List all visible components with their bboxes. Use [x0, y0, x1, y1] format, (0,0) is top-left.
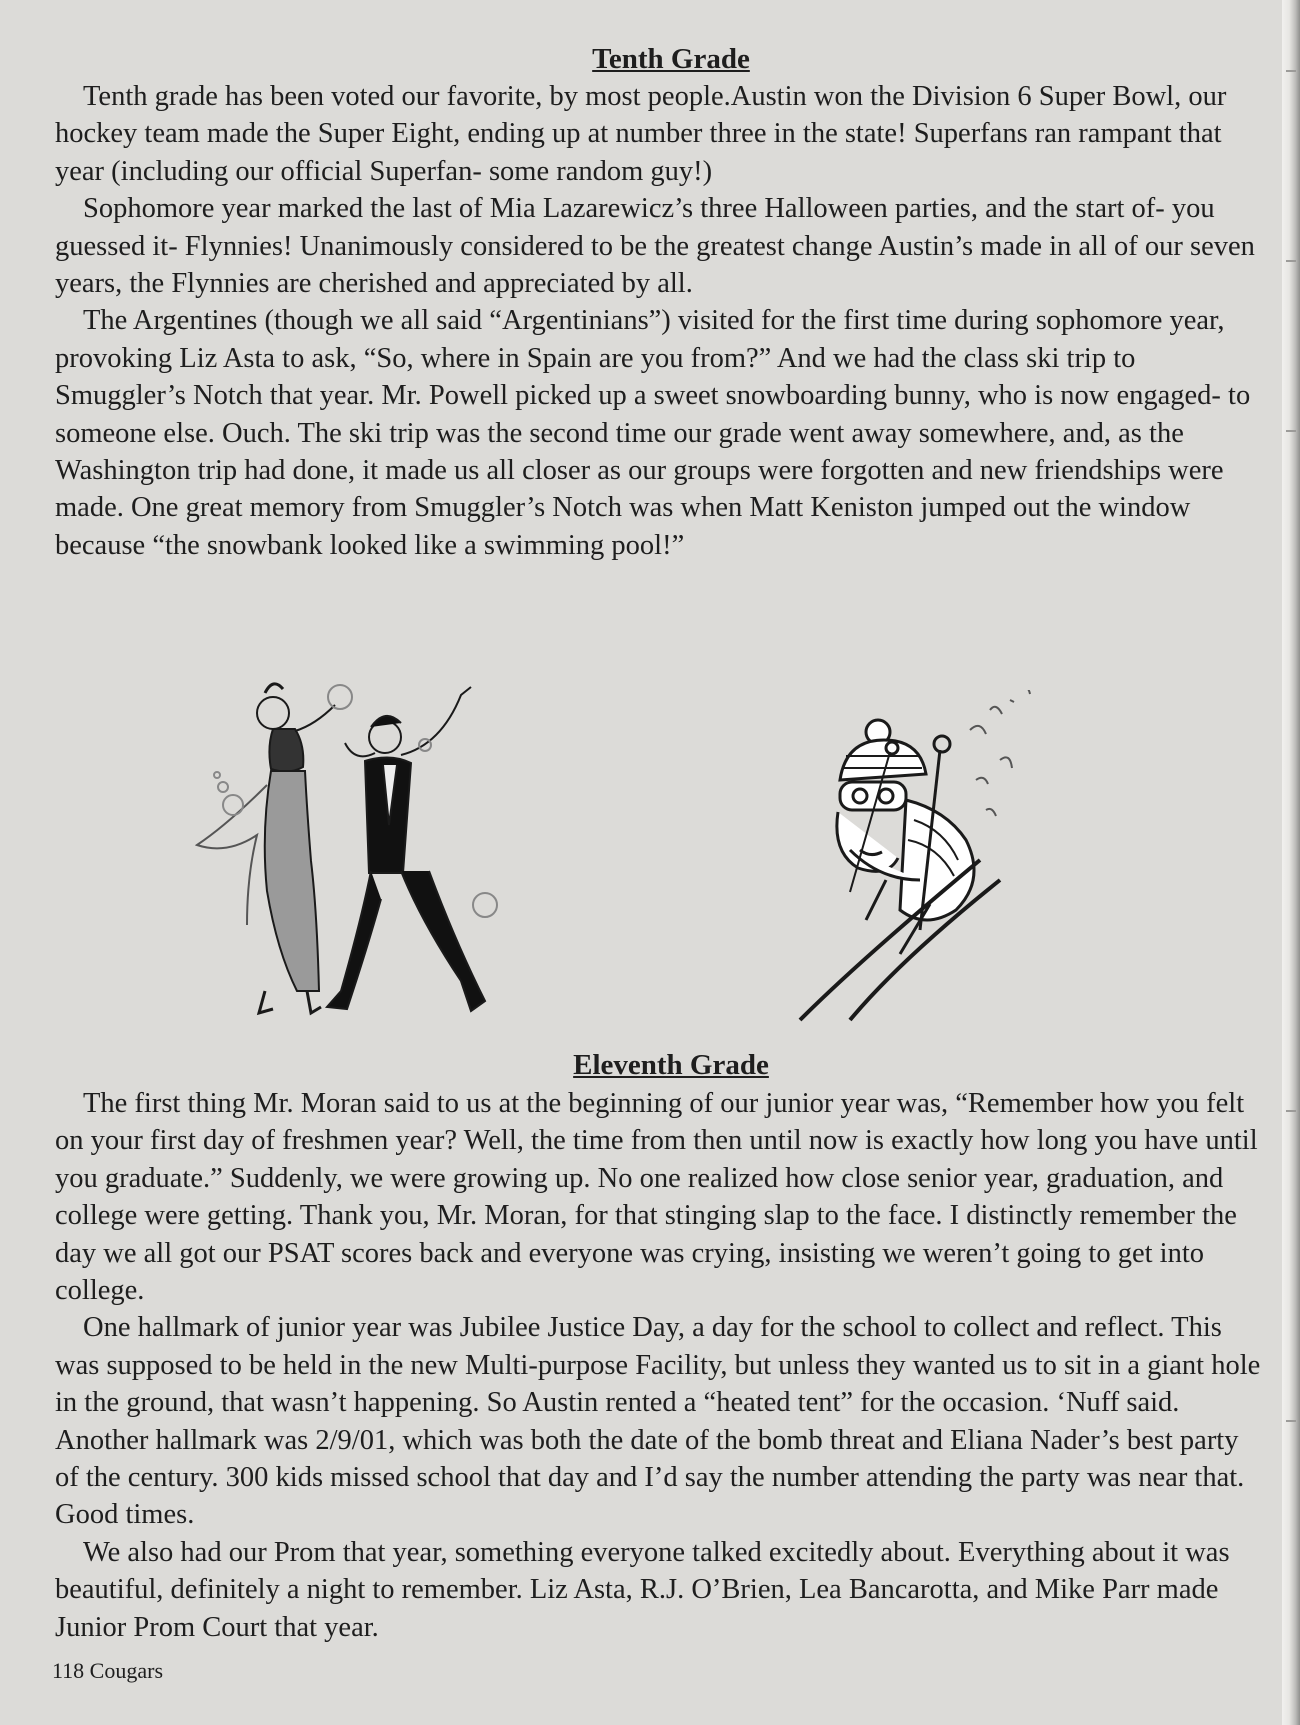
- eleventh-grade-paragraph-3: We also had our Prom that year, something everyone talked excitedly about. Everything about it was beautiful, definitely a night to remember. Liz Asta, R.J. O’Brien, Lea Bancarotta, and Mike Parr made Junior Prom Court that year.: [55, 1536, 1230, 1643]
- eleventh-grade-paragraph-1: The first thing Mr. Moran said to us at the beginning of our junior year was, “Remember how you felt on your first day of freshmen year? Well, the time from then until now is exactly how long you have until you graduate.” Suddenly, we were growing up. No one realized how close senior year, graduation, and college were getting. Thank you, Mr. Moran, for that stinging slap to the face. I distinctly remember the day we all got our PSAT scores back and everyone was crying, insisting we weren’t going to get into college.: [55, 1088, 1258, 1307]
- binding-mark: [1286, 260, 1296, 262]
- dancing-couple-illustration: [195, 675, 555, 1035]
- skier-illustration: [790, 690, 1150, 1040]
- eleventh-grade-body: [55, 1085, 1267, 1646]
- binding-mark: [1286, 1110, 1296, 1112]
- binding-mark: [1286, 1420, 1296, 1422]
- ski-jacket: [900, 800, 974, 920]
- page-binding-edge: [1282, 0, 1300, 1725]
- page-folio: 118 Cougars: [52, 1658, 164, 1683]
- ski-goggles: [840, 782, 906, 810]
- woman-skirt: [265, 771, 319, 991]
- tenth-grade-body: [55, 78, 1267, 564]
- tenth-grade-paragraph-3: The Argentines (though we all said “Argentinians”) visited for the first time during sophomore year, provoking Liz Asta to ask, “So, where in Spain are you from?” And we had the class ski trip to Smuggler’s Notch that year. Mr. Powell picked up a sweet snowboarding bunny, who is now engaged- to someone else. Ouch. The ski trip was the second time our grade went away somewhere, and, as the Washington trip had done, it made us all closer as our groups were forgotten and new friendships were made. One great memory from Smuggler’s Notch was when Matt Keniston jumped out the window because “the snowbank looked like a swimming pool!”: [55, 305, 1251, 561]
- eleventh-grade-paragraph-2: One hallmark of junior year was Jubilee Justice Day, a day for the school to collect and reflect. This was supposed to be held in the new Multi-purpose Facility, but unless they wanted us to sit in a giant hole in the ground, that wasn’t happening. So Austin rented a “heated tent” for the occasion. ‘Nuff said. Another hallmark was 2/9/01, which was both the date of the bomb threat and Eliana Nader’s best party of the century. 300 kids missed school that day and I’d say the number attending the party was near that. Good times.: [55, 1312, 1261, 1531]
- tenth-grade-paragraph-2: Sophomore year marked the last of Mia Lazarewicz’s three Halloween parties, and the start of- you guessed it- Flynnies! Unanimously considered to be the greatest change Austin’s made in all of our seven years, the Flynnies are cherished and appreciated by all.: [55, 193, 1255, 300]
- tenth-grade-heading: Tenth Grade: [592, 43, 750, 75]
- ski-left: [800, 860, 980, 1020]
- binding-mark: [1286, 430, 1296, 432]
- binding-mark: [1286, 70, 1296, 72]
- eleventh-grade-heading: Eleventh Grade: [573, 1049, 769, 1081]
- man-arm-right: [401, 687, 471, 755]
- woman-head: [257, 697, 289, 729]
- woman-arm-raised: [295, 705, 335, 731]
- woman-bodice: [269, 729, 303, 772]
- tenth-grade-paragraph-1: Tenth grade has been voted our favorite, by most people.Austin won the Division 6 Super Bowl, our hockey team made the Super Eight, ending up at number three in the state! Superfans ran rampant that year (including our official Superfan- some random guy!): [55, 81, 1227, 187]
